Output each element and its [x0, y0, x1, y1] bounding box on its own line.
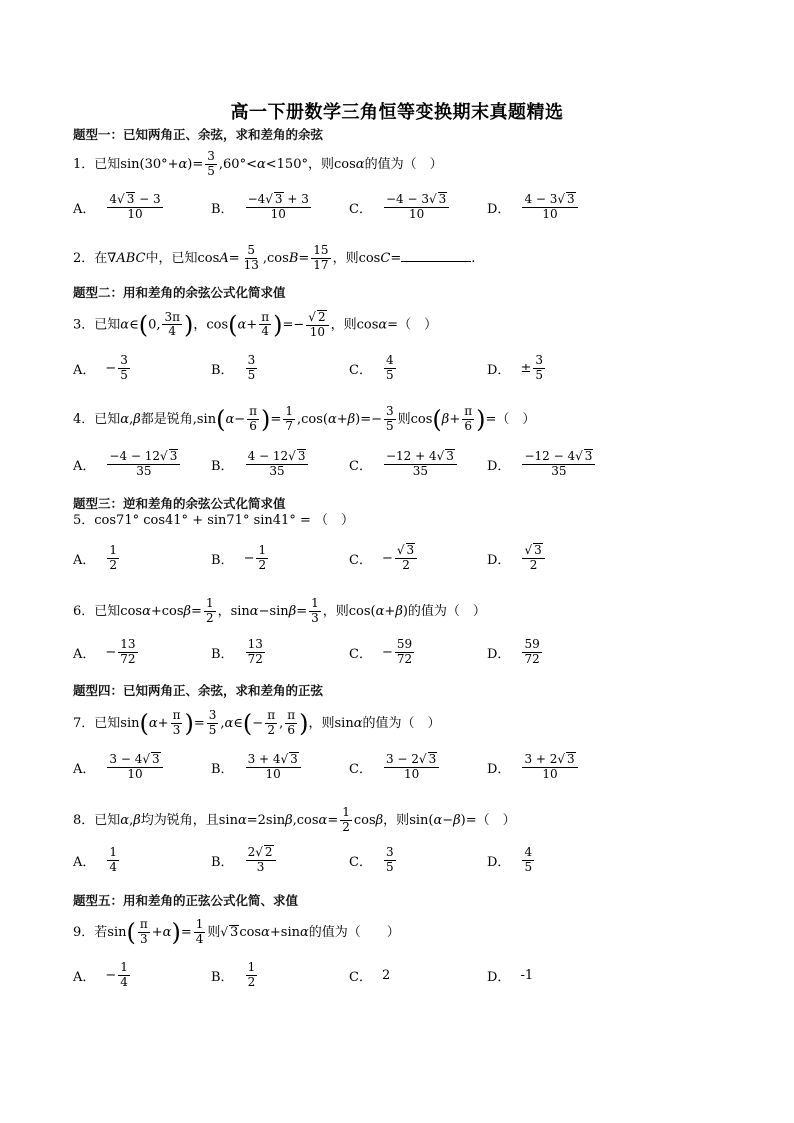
option-b[interactable]: B． −4√ 3 + 3 10 [211, 192, 309, 221]
option-a[interactable]: A． − 3 5 [73, 352, 128, 382]
option-b[interactable]: B． 4 − 12√ 3 35 [211, 446, 310, 482]
question-6: 6．已知cosα+cosβ= $\frac{1}{2}$ ，sinα−sinβ= $\frac{1}{3}$ ，则cos(α+β)的值为（ ） [73, 596, 486, 625]
options-q5 [73, 540, 633, 576]
question-5: 5．cos71° cos41° + sin71° sin41° = （ ） [73, 513, 354, 528]
option-a[interactable]: A． 1 4 [73, 844, 118, 874]
option-c[interactable]: C． 4 5 [349, 352, 394, 382]
section-heading-2: 题型二：用和差角的余弦公式化简求值 [73, 285, 286, 300]
options-q4 [73, 446, 633, 482]
option-c[interactable]: C． 2 [349, 967, 391, 985]
option-b[interactable]: B． 2√ 2 3 [211, 842, 278, 878]
options-q8 [73, 842, 633, 878]
option-b[interactable]: B． 1 2 [211, 959, 256, 989]
option-c[interactable]: C． − √ 3 2 [349, 540, 419, 576]
option-d[interactable]: D． 4 5 [487, 844, 533, 874]
section-heading-4: 题型四：已知两角正、余弦，求和差角的正弦 [73, 683, 324, 698]
option-d[interactable]: D． 59 72 [487, 636, 540, 666]
option-c[interactable]: C． 3 − 2√ 3 10 [349, 749, 441, 785]
option-b[interactable]: B． − 1 2 [211, 542, 267, 572]
option-d[interactable]: D． -1 [487, 967, 534, 985]
question-2: 2．在∇ABC中，已知cosA= $\frac{5}{13}$ ,cosB= $\frac{15}{17}$ ，则cosC= . [73, 243, 476, 272]
option-d[interactable]: D． √ 3 2 [487, 540, 547, 576]
options-q1 [73, 189, 633, 225]
option-d[interactable]: D． ± 3 5 [487, 352, 543, 382]
option-a[interactable]: A． 3 − 4√ 3 10 [73, 749, 165, 785]
option-a[interactable]: A． 1 2 [73, 542, 118, 572]
options-q3 [73, 350, 633, 386]
option-b[interactable]: B． 3 5 [211, 352, 256, 382]
question-4: 4．已知α,β都是锐角,sin(α− $\frac{\pi}{6}$ )= $\frac{1}{7}$ ,cos(α+β)=− $\frac{3}{5}$ 则cos(β+ $\frac{\pi}{6}$ )=（ ） [73, 404, 536, 434]
option-c[interactable]: C． −12 + 4√ 3 35 [349, 446, 459, 482]
option-b[interactable]: B． 3 + 4√ 3 10 [211, 749, 303, 785]
option-a[interactable]: A． −4 − 12√ 3 35 [73, 446, 182, 482]
question-3: 3．已知α∈(0, $\frac{3\pi}{4}$ )，cos(α+ $\frac{\pi}{4}$ )=− $\frac{√ 2}{10}$ ，则cosα=（ ） [73, 309, 438, 339]
option-a[interactable]: A． 4√ 3 − 3 10 [73, 192, 161, 221]
option-d[interactable]: D． −12 − 4√ 3 35 [487, 446, 597, 482]
option-a[interactable]: A． − 1 4 [73, 959, 128, 989]
options-q6 [73, 634, 633, 670]
section-heading-1: 题型一：已知两角正、余弦，求和差角的余弦 [73, 127, 324, 142]
section-heading-3: 题型三：逆和差角的余弦公式化简求值 [73, 496, 286, 511]
option-c[interactable]: C． 3 5 [349, 844, 394, 874]
question-9: 9．若sin( $\frac{\pi}{3}$ +α)= $\frac{1}{4}$ 则√ 3cosα+sinα的值为（ ） [73, 917, 400, 947]
question-8: 8．已知α,β均为锐角，且sinα=2sinβ,cosα= $\frac{1}{2}$ cosβ，则sin(α−β)=（ ） [73, 805, 516, 834]
option-b[interactable]: B． 13 72 [211, 636, 263, 666]
option-c[interactable]: C． −4 − 3√ 3 10 [349, 189, 451, 225]
options-q9 [73, 957, 633, 993]
question-1: 1．已知sin(30°+α)= $\frac{3}{5}$ ,60°<α<150°，则cosα的值为（ ） [73, 149, 443, 178]
option-d[interactable]: D． 3 + 2√ 3 10 [487, 749, 580, 785]
question-7: 7．已知sin(α+ $\frac{\pi}{3}$ )= $\frac{3}{5}$ ,α∈(− $\frac{\pi}{2}$ , $\frac{\pi}{6}$ )，则sinα的值为（ ） [73, 708, 441, 738]
option-c[interactable]: C． − 59 72 [349, 636, 413, 666]
options-q7 [73, 749, 633, 785]
section-heading-5: 题型五：用和差角的正弦公式化简、求值 [73, 893, 299, 908]
page-title: 高一下册数学三角恒等变换期末真题精选 [230, 102, 564, 123]
option-d[interactable]: D． 4 − 3√ 3 10 [487, 189, 580, 225]
answer-blank[interactable] [401, 261, 471, 262]
option-a[interactable]: A． − 13 72 [73, 636, 136, 666]
